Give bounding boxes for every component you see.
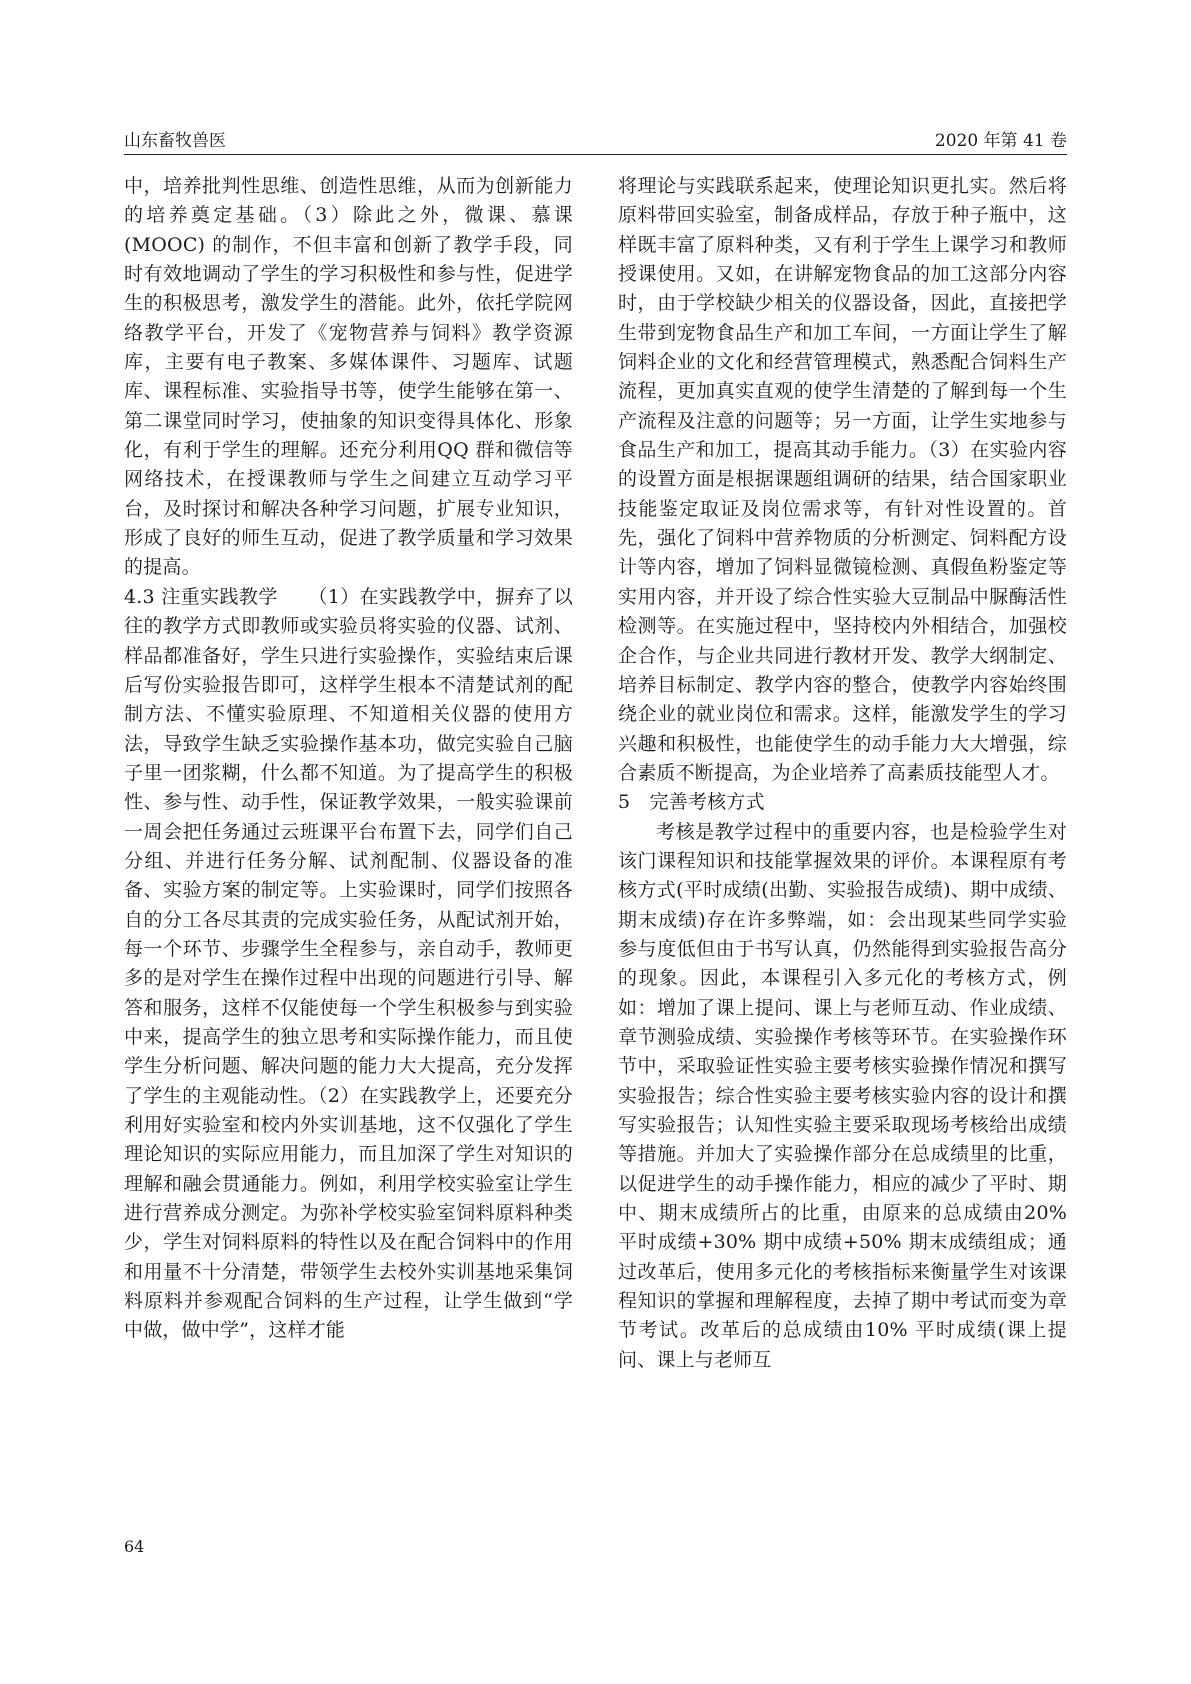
- section-4-3: [124, 583, 573, 1346]
- right-column: [618, 172, 1067, 1375]
- left-column: [124, 172, 573, 1375]
- paragraph: 考核是教学过程中的重要内容，也是检验学生对该门课程知识和技能掌握效果的评价。本课程原有考核方式(平时成绩(出勤、实验报告成绩)、期中成绩、期末成绩)存在许多弊端，如：会出现某些同学实验参与度低但由于书写认真，仍然能得到实验报告高分的现象。因此，本课程引入多元化的考核方式，例如：增加了课上提问、课上与老师互动、作业成绩、章节测验成绩、实验操作考核等环节。在实验操作环节中，采取验证性实验主要考核实验操作情况和撰写实验报告；综合性实验主要考核实验内容的设计和撰写实验报告；认知性实验主要采取现场考核给出成绩等措施。并加大了实验操作部分在总成绩里的比重，以促进学生的动手操作能力，相应的减少了平时、期中、期末成绩所占的比重，由原来的总成绩由20% 平时成绩+30% 期中成绩+50% 期末成绩组成；通过改革后，使用多元化的考核指标来衡量学生对该课程知识的掌握和理解程度，去掉了期中考试而变为章节考试。改革后的总成绩由10% 平时成绩(课上提问、课上与老师互: [618, 820, 1067, 1371]
- page-number: 64: [124, 1537, 145, 1556]
- section-body: （1）在实践教学中，摒弃了以往的教学方式即教师或实验员将实验的仪器、试剂、样品都准备好，学生只进行实验操作，实验结束后课后写份实验报告即可，这样学生根本不清楚试剂的配制方法、不懂实验原理、不知道相关仪器的使用方法，导致学生缺乏实验操作基本功，做完实验自己脑子里一团浆糊，什么都不知道。为了提高学生的积极性、参与性、动手性，保证教学效果，一般实验课前一周会把任务通过云班课平台布置下去，同学们自己分组、并进行任务分解、试剂配制、仪器设备的准备、实验方案的制定等。上实验课时，同学们按照各自的分工各尽其责的完成实验任务，从配试剂开始，每一个环节、步骤学生全程参与，亲自动手，教师更多的是对学生在操作过程中出现的问题进行引导、解答和服务，这样不仅能使每一个学生积极参与到实验中来，提高学生的独立思考和实际操作能力，而且使学生分析问题、解决问题的能力大大提高，充分发挥了学生的主观能动性。（2）在实践教学上，还要充分利用好实验室和校内外实训基地，这不仅强化了学生理论知识的实际应用能力，而且加深了学生对知识的理解和融会贯通能力。例如，利用学校实验室让学生进行营养成分测定。为弥补学校实验室饲料原料种类少，学生对饲料原料的特性以及在配合饲料中的作用和用量不十分清楚，带领学生去校外实训基地采集饲料原料并参观配合饲料的生产过程，让学生做到“学中做，做中学”，这样才能: [124, 585, 573, 1342]
- volume-info: 2020 年第 41 卷: [934, 131, 1067, 151]
- journal-name: 山东畜牧兽医: [124, 131, 226, 151]
- running-header: [124, 131, 1067, 155]
- paragraph: 中，培养批判性思维、创造性思维，从而为创新能力的培养奠定基础。（3）除此之外，微课、慕课(MOOC) 的制作，不但丰富和创新了教学手段，同时有效地调动了学生的学习积极性和参与性，促进学生的积极思考，激发学生的潜能。此外，依托学院网络教学平台，开发了《宠物营养与饲料》教学资源库，主要有电子教案、多媒体课件、习题库、试题库、课程标准、实验指导书等，使学生能够在第一、第二课堂同时学习，使抽象的知识变得具体化、形象化，有利于学生的理解。还充分利用QQ 群和微信等网络技术，在授课教师与学生之间建立互动学习平台，及时探讨和解决各种学习问题，扩展专业知识，形成了良好的师生互动，促进了教学质量和学习效果的提高。: [124, 175, 573, 579]
- article-body: [124, 172, 1067, 1375]
- section-title: 5 完善考核方式: [618, 791, 765, 814]
- section-title: 4.3 注重实践教学: [124, 585, 278, 608]
- paragraph: 将理论与实践联系起来，使理论知识更扎实。然后将原料带回实验室，制备成样品，存放于种子瓶中，这样既丰富了原料种类，又有利于学生上课学习和教师授课使用。又如，在讲解宠物食品的加工这部分内容时，由于学校缺少相关的仪器设备，因此，直接把学生带到宠物食品生产和加工车间，一方面让学生了解饲料企业的文化和经营管理模式，熟悉配合饲料生产流程，更加真实直观的使学生清楚的了解到每一个生产流程及注意的问题等；另一方面，让学生实地参与食品生产和加工，提高其动手能力。（3）在实验内容的设置方面是根据课题组调研的结果，结合国家职业技能鉴定取证及岗位需求等，有针对性设置的。首先，强化了饲料中营养物质的分析测定、饲料配方设计等内容，增加了饲料显微镜检测、真假鱼粉鉴定等实用内容，并开设了综合性实验大豆制品中脲酶活性检测等。在实施过程中，坚持校内外相结合，加强校企合作，与企业共同进行教材开发、教学大纲制定、培养目标制定、教学内容的整合，使教学内容始终围绕企业的就业岗位和需求。这样，能激发学生的学习兴趣和积极性，也能使学生的动手能力大大增强，综合素质不断提高，为企业培养了高素质技能型人才。: [618, 175, 1067, 784]
